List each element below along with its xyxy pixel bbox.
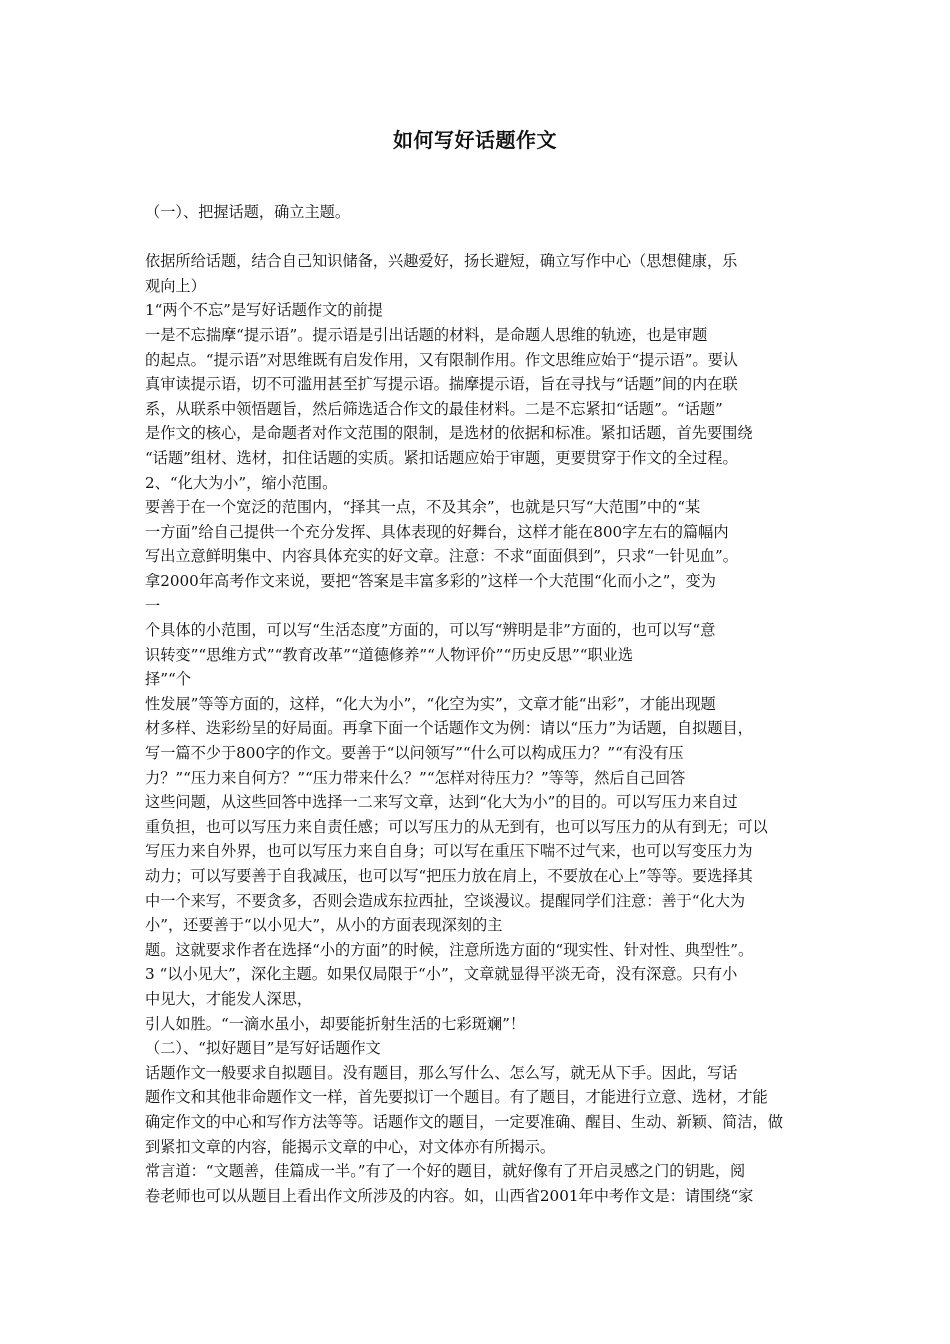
text-line: 写一篇不少于800字的作文。要善于“以问领写”“什么可以构成压力？”“有没有压 <box>145 744 684 763</box>
text-line: 识转变”“思维方式”“教育改革”“道德修养”“人物评价”“历史反思”“职业选 <box>145 645 634 664</box>
text-line: 小”，还要善于“以小见大”，从小的方面表现深刻的主 <box>145 916 503 935</box>
text-line: 卷老师也可以从题目上看出作文所涉及的内容。如，山西省2001年中考作文是：请围绕“家 <box>145 1186 754 1205</box>
document-title: 如何写好话题作文 <box>393 128 557 152</box>
text-line: （一）、把握话题，确立主题。 <box>145 203 351 221</box>
text-line: 1“两个不忘”是写好话题作文的前提 <box>145 301 383 320</box>
text-line: 一 <box>145 596 161 615</box>
text-line: 中见大，才能发人深思， <box>145 990 313 1008</box>
text-line: 力？”“压力来自何方？”“压力带来什么？”“怎样对待压力？”等等，然后自己回答 <box>145 768 686 787</box>
text-line: 写出立意鲜明集中、内容具体充实的好文章。注意：不求“面面俱到”，只求“一针见血”。 <box>145 547 738 566</box>
text-line: 性发展”等等方面的，这样，“化大为小”，“化空为实”，文章才能“出彩”，才能出现题 <box>145 694 716 713</box>
text-line: 择”“个 <box>145 670 191 689</box>
text-line: 到紧扣文章的内容，能揭示文章的中心，对文体亦有所揭示。 <box>145 1137 556 1156</box>
text-line: 重负担，也可以写压力来自责任感；可以写压力的从无到有，也可以写压力的从有到无；可以 <box>145 817 768 836</box>
text-line: 3 “以小见大”，深化主题。如果仅局限于“小”，文章就显得平淡无奇，没有深意。只有小 <box>145 965 738 984</box>
text-line: 2、“化大为小”，缩小范围。 <box>145 473 338 492</box>
text-line: 确定作文的中心和写作方法等等。话题作文的题目，一定要准确、醒目、生动、新颖、简洁，做 <box>145 1112 783 1131</box>
text-line: （二）、“拟好题目”是写好话题作文 <box>145 1039 381 1058</box>
blank-line <box>145 225 813 250</box>
text-line: 是作文的核心，是命题者对作文范围的限制，是选材的依据和标准。紧扣话题，首先要围绕 <box>145 424 753 443</box>
text-line: 动力；可以写要善于自我减压，也可以写“把压力放在肩上，不要放在心上”等等。要选择其 <box>145 867 753 886</box>
document-body <box>145 200 813 1208</box>
text-line: 话题作文一般要求自拟题目。没有题目，那么写什么、怎么写，就无从下手。因此，写话 <box>145 1063 738 1082</box>
text-line: 题。这就要求作者在选择“小的方面”的时候，注意所选方面的“现实性、针对性、典型性”。 <box>145 940 754 959</box>
text-line: 个具体的小范围，可以写“生活态度”方面的，可以写“辨明是非”方面的，也可以写“意 <box>145 621 716 640</box>
text-line: 的起点。“提示语”对思维既有启发作用，又有限制作用。作文思维应始于“提示语”。要认 <box>145 350 738 369</box>
text-line: 写压力来自外界，也可以写压力来自自身；可以写在重压下喘不过气来，也可以写变压力为 <box>145 842 753 861</box>
text-line: 常言道：“文题善，佳篇成一半。”有了一个好的题目，就好像有了开启灵感之门的钥匙，阅 <box>145 1162 746 1181</box>
text-line: 一方面”给自己提供一个充分发挥、具体表现的好舞台，这样才能在800字左右的篇幅内 <box>145 522 729 541</box>
text-line: “话题”组材、选材，扣住话题的实质。紧扣话题应始于审题，更要贯穿于作文的全过程。 <box>145 448 738 467</box>
text-line: 题作文和其他非命题作文一样，首先要拟订一个题目。有了题目，才能进行立意、选材，才能 <box>145 1088 768 1107</box>
text-line: 引人如胜。“一滴水虽小，却要能折射生活的七彩斑斓”！ <box>145 1014 526 1033</box>
text-line: 系，从联系中领悟题旨，然后筛选适合作文的最佳材料。二是不忘紧扣“话题”。“话题” <box>145 399 723 418</box>
text-line: 拿2000年高考作文来说，要把“答案是丰富多彩的”这样一个大范围“化而小之”，变为 <box>145 571 716 590</box>
text-line: 材多样、迭彩纷呈的好局面。再拿下面一个话题作文为例：请以“压力”为话题，自拟题目， <box>145 719 753 738</box>
text-line: 中一个来写，不要贪多，否则会造成东拉西扯，空谈漫议。提醒同学们注意：善于“化大为 <box>145 891 746 910</box>
text-line: 依据所给话题，结合自己知识储备，兴趣爱好，扬长避短，确立写作中心（思想健康，乐 <box>145 252 738 271</box>
text-line: 一是不忘揣摩“提示语”。提示语是引出话题的材料，是命题人思维的轨迹，也是审题 <box>145 325 708 344</box>
text-line: 真审读提示语，切不可滥用甚至扩写提示语。揣摩提示语，旨在寻找与“话题”间的内在联 <box>145 375 738 394</box>
text-line: 这些问题，从这些回答中选择一二来写文章，达到“化大为小”的目的。可以写压力来自过 <box>145 793 738 812</box>
text-line: 观向上） <box>145 276 206 295</box>
text-line: 要善于在一个宽泛的范围内，“择其一点，不及其余”，也就是只写“大范围”中的“某 <box>145 498 701 517</box>
